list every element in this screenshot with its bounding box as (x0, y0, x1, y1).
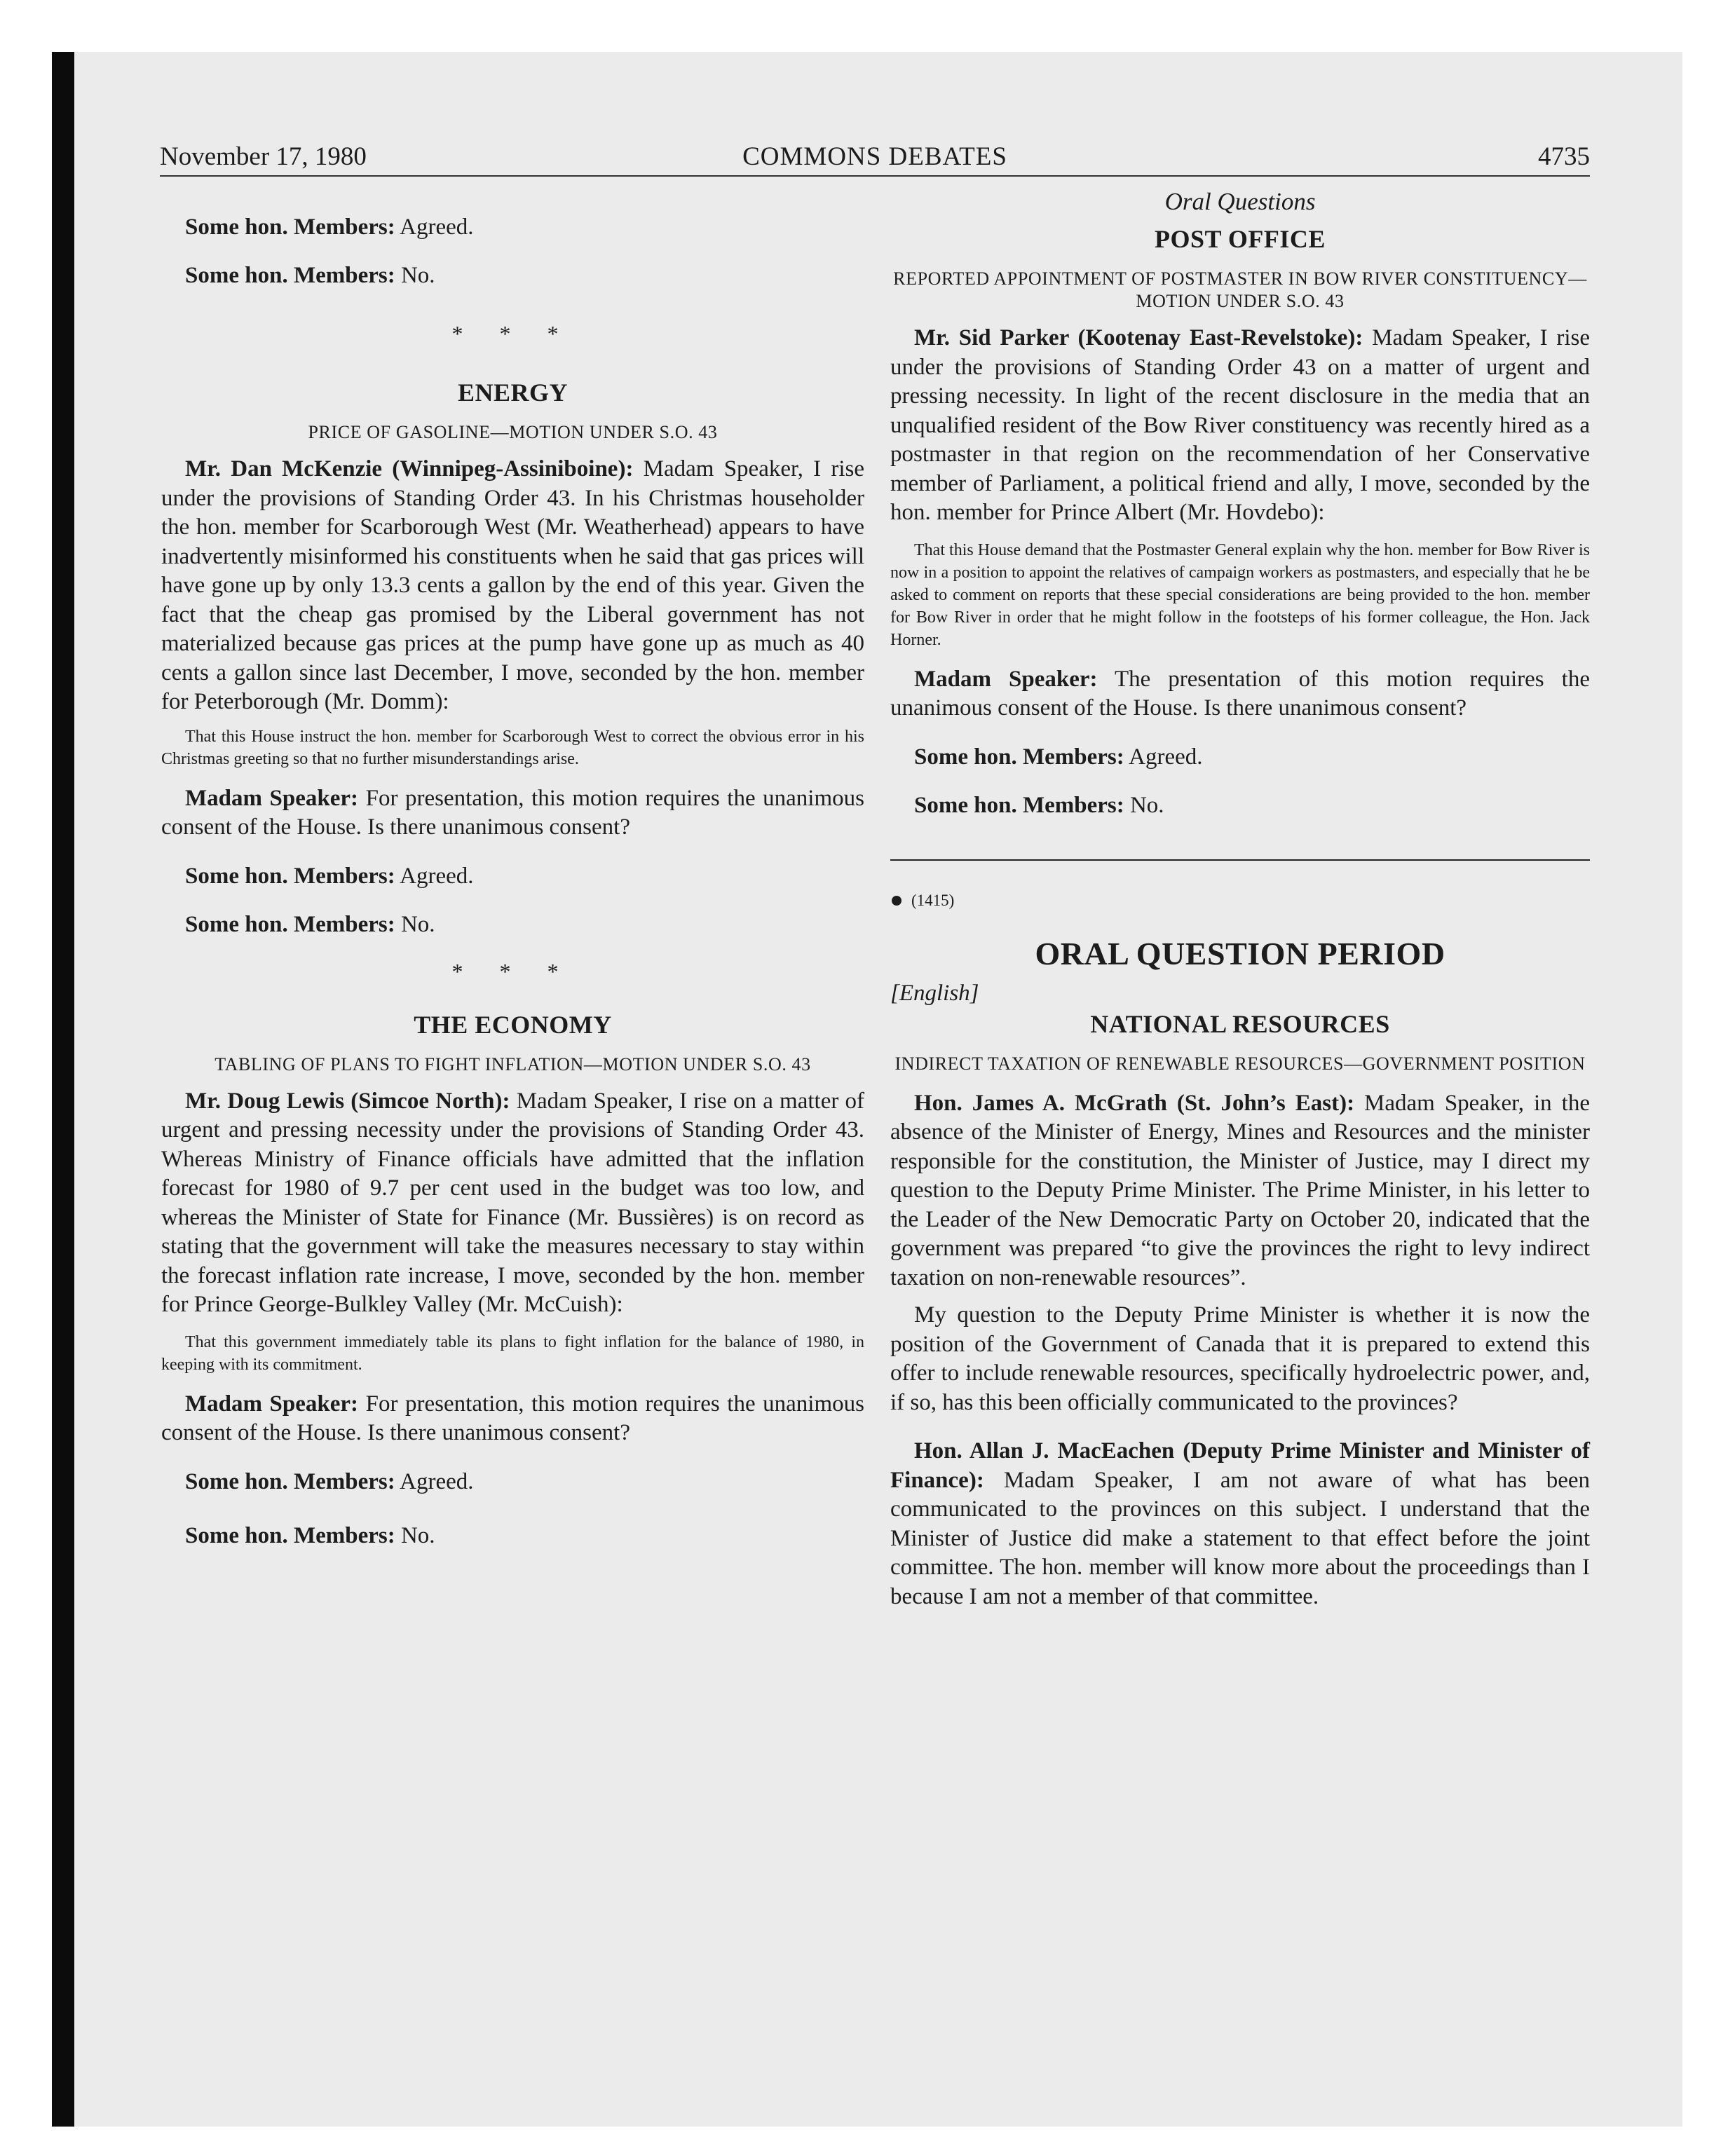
page-header (160, 139, 1590, 177)
period-title: ORAL QUESTION PERIOD (1035, 935, 1445, 971)
left-column (161, 188, 864, 1550)
running-head: Oral Questions (1164, 188, 1316, 215)
members-agreed: Some hon. Members: Agreed. (185, 863, 474, 889)
motion-text: That this House demand that the Postmaster General explain why the hon. member for Bow River is now in a position to appoint the relatives of campaign workers as postmasters, and especially that he be asked to comment on reports that these special considerations are being provided to the hon. member for Bow River in order that he might follow in the footsteps of his former colleague, the Hon. Jack Horner. (890, 540, 1590, 649)
members-no: Some hon. Members: No. (185, 1522, 435, 1548)
members-agreed: Some hon. Members: Agreed. (185, 1468, 474, 1494)
topic-heading-post-office: POST OFFICE (1155, 225, 1326, 253)
language-marker: [English] (890, 980, 979, 1006)
question-mcgrath-continued: My question to the Deputy Prime Minister is whether it is now the position of the Government of Canada that it is prepared to extend this offer to include renewable resources, specifically hydroelectric power, and, if so, has this been officially communicated to the provinces? (890, 1302, 1590, 1415)
subtopic-heading-inflation: TABLING OF PLANS TO FIGHT INFLATION—MOTION UNDER S.O. 43 (215, 1053, 811, 1074)
header-page-number: 4735 (1538, 142, 1590, 171)
speech-lewis: Mr. Doug Lewis (Simcoe North): Madam Speaker, I rise on a matter of urgent and pressing necessity under the provisions of Standing Order 43. Whereas Ministry of Finance officials have admitted that the inflation forecast for 1980 of 9.7 per cent used in the budget was too low, and whereas the Minister of State for Finance (Mr. Bussières) is on record as stating that the government will take the measures necessary to stay within the forecast inflation rate increase, I move, seconded by the hon. member for Prince George-Bulkley Valley (Mr. McCuish): (161, 1088, 865, 1317)
motion-text: That this government immediately table its plans to fight inflation for the balance of 1980, in keeping with its commitment. (161, 1332, 864, 1374)
members-no: Some hon. Members: No. (914, 792, 1164, 818)
question-mcgrath: Hon. James A. McGrath (St. John’s East): Madam Speaker, in the absence of the Minister of Energy, Mines and Resources and the minister responsible for the constitution, the Minister of Justice, may I direct my question to the Deputy Prime Minister. The Prime Minister, in his letter to the Leader of the New Democratic Party on October 20, indicated that the government was prepared “to give the provinces the right to levy indirect taxation on non-renewable resources”. (890, 1090, 1590, 1290)
subtopic-heading-postmaster: REPORTED APPOINTMENT OF POSTMASTER IN BOW RIVER CONSTITUENCY—MOTION UNDER S.O. 43 (893, 268, 1587, 311)
members-no: Some hon. Members: No. (185, 911, 435, 937)
section-separator: * * * (451, 321, 574, 346)
answer-maceachen: Hon. Allan J. MacEachen (Deputy Prime Minister and Minister of Finance): Madam Speaker, I am not aware of what has been communicated to the provinces on this subject. I understand that the Minister of Justice did make a statement to that effect before the joint committee. The hon. member will know more about the proceedings than I because I am not a member of that committee. (890, 1438, 1590, 1609)
speech-parker: Mr. Sid Parker (Kootenay East-Revelstoke): Madam Speaker, I rise under the provisions of Standing Order 43 on a matter of urgent and pressing necessity. In light of the recent disclosure in the media that an unqualified resident of the Bow River constituency was recently hired as a postmaster in that region on the recommendation of her Conservative member of Parliament, a political friend and ally, I move, seconded by the hon. member for Prince Albert (Mr. Hovdebo): (890, 325, 1591, 525)
timestamp: (1415) (890, 892, 1590, 910)
speech-madam-speaker: Madam Speaker: The presentation of this motion requires the unanimous consent of the House. Is there unanimous consent? (890, 666, 1590, 721)
right-column (890, 188, 1590, 1611)
header-date: November 17, 1980 (160, 142, 367, 171)
topic-heading-energy: ENERGY (457, 378, 569, 407)
section-separator: * * * (451, 958, 574, 984)
section-divider (890, 859, 1590, 861)
subtopic-heading-taxation: INDIRECT TAXATION OF RENEWABLE RESOURCES—GOVERNMENT POSITION (894, 1053, 1586, 1074)
speech-madam-speaker: Madam Speaker: For presentation, this motion requires the unanimous consent of the House. Is there unanimous consent? (161, 785, 864, 840)
header-publication: COMMONS DEBATES (742, 142, 1007, 171)
speech-mckenzie: Mr. Dan McKenzie (Winnipeg-Assiniboine): Madam Speaker, I rise under the provisions of Standing Order 43. In his Christmas householder the hon. member for Scarborough West (Mr. Weatherhead) appears to have inadvertently misinformed his constituents when he said that gas prices will have gone up by only 13.3 cents a gallon by the end of this year. Given the fact that the cheap gas promised by the Liberal government has not materialized because gas prices at the pump have gone up as much as 40 cents a gallon since last December, I move, seconded by the hon. member for Peterborough (Mr. Domm): (161, 456, 864, 714)
members-no: Some hon. Members: No. (185, 263, 435, 288)
topic-heading-national-resources: NATIONAL RESOURCES (1090, 1009, 1390, 1038)
subtopic-heading-gasoline: PRICE OF GASOLINE—MOTION UNDER S.O. 43 (308, 422, 718, 442)
bullet-dot-icon (892, 896, 901, 906)
members-agreed: Some hon. Members: Agreed. (914, 744, 1203, 770)
scan-shadow-edge (52, 52, 74, 2127)
speech-madam-speaker: Madam Speaker: For presentation, this motion requires the unanimous consent of the House. Is there unanimous consent? (161, 1391, 864, 1445)
members-agreed: Some hon. Members: Agreed. (185, 214, 474, 240)
topic-heading-economy: THE ECONOMY (414, 1010, 612, 1039)
motion-text: That this House instruct the hon. member for Scarborough West to correct the obvious error in his Christmas greeting so that no further misunderstandings arise. (161, 727, 864, 768)
